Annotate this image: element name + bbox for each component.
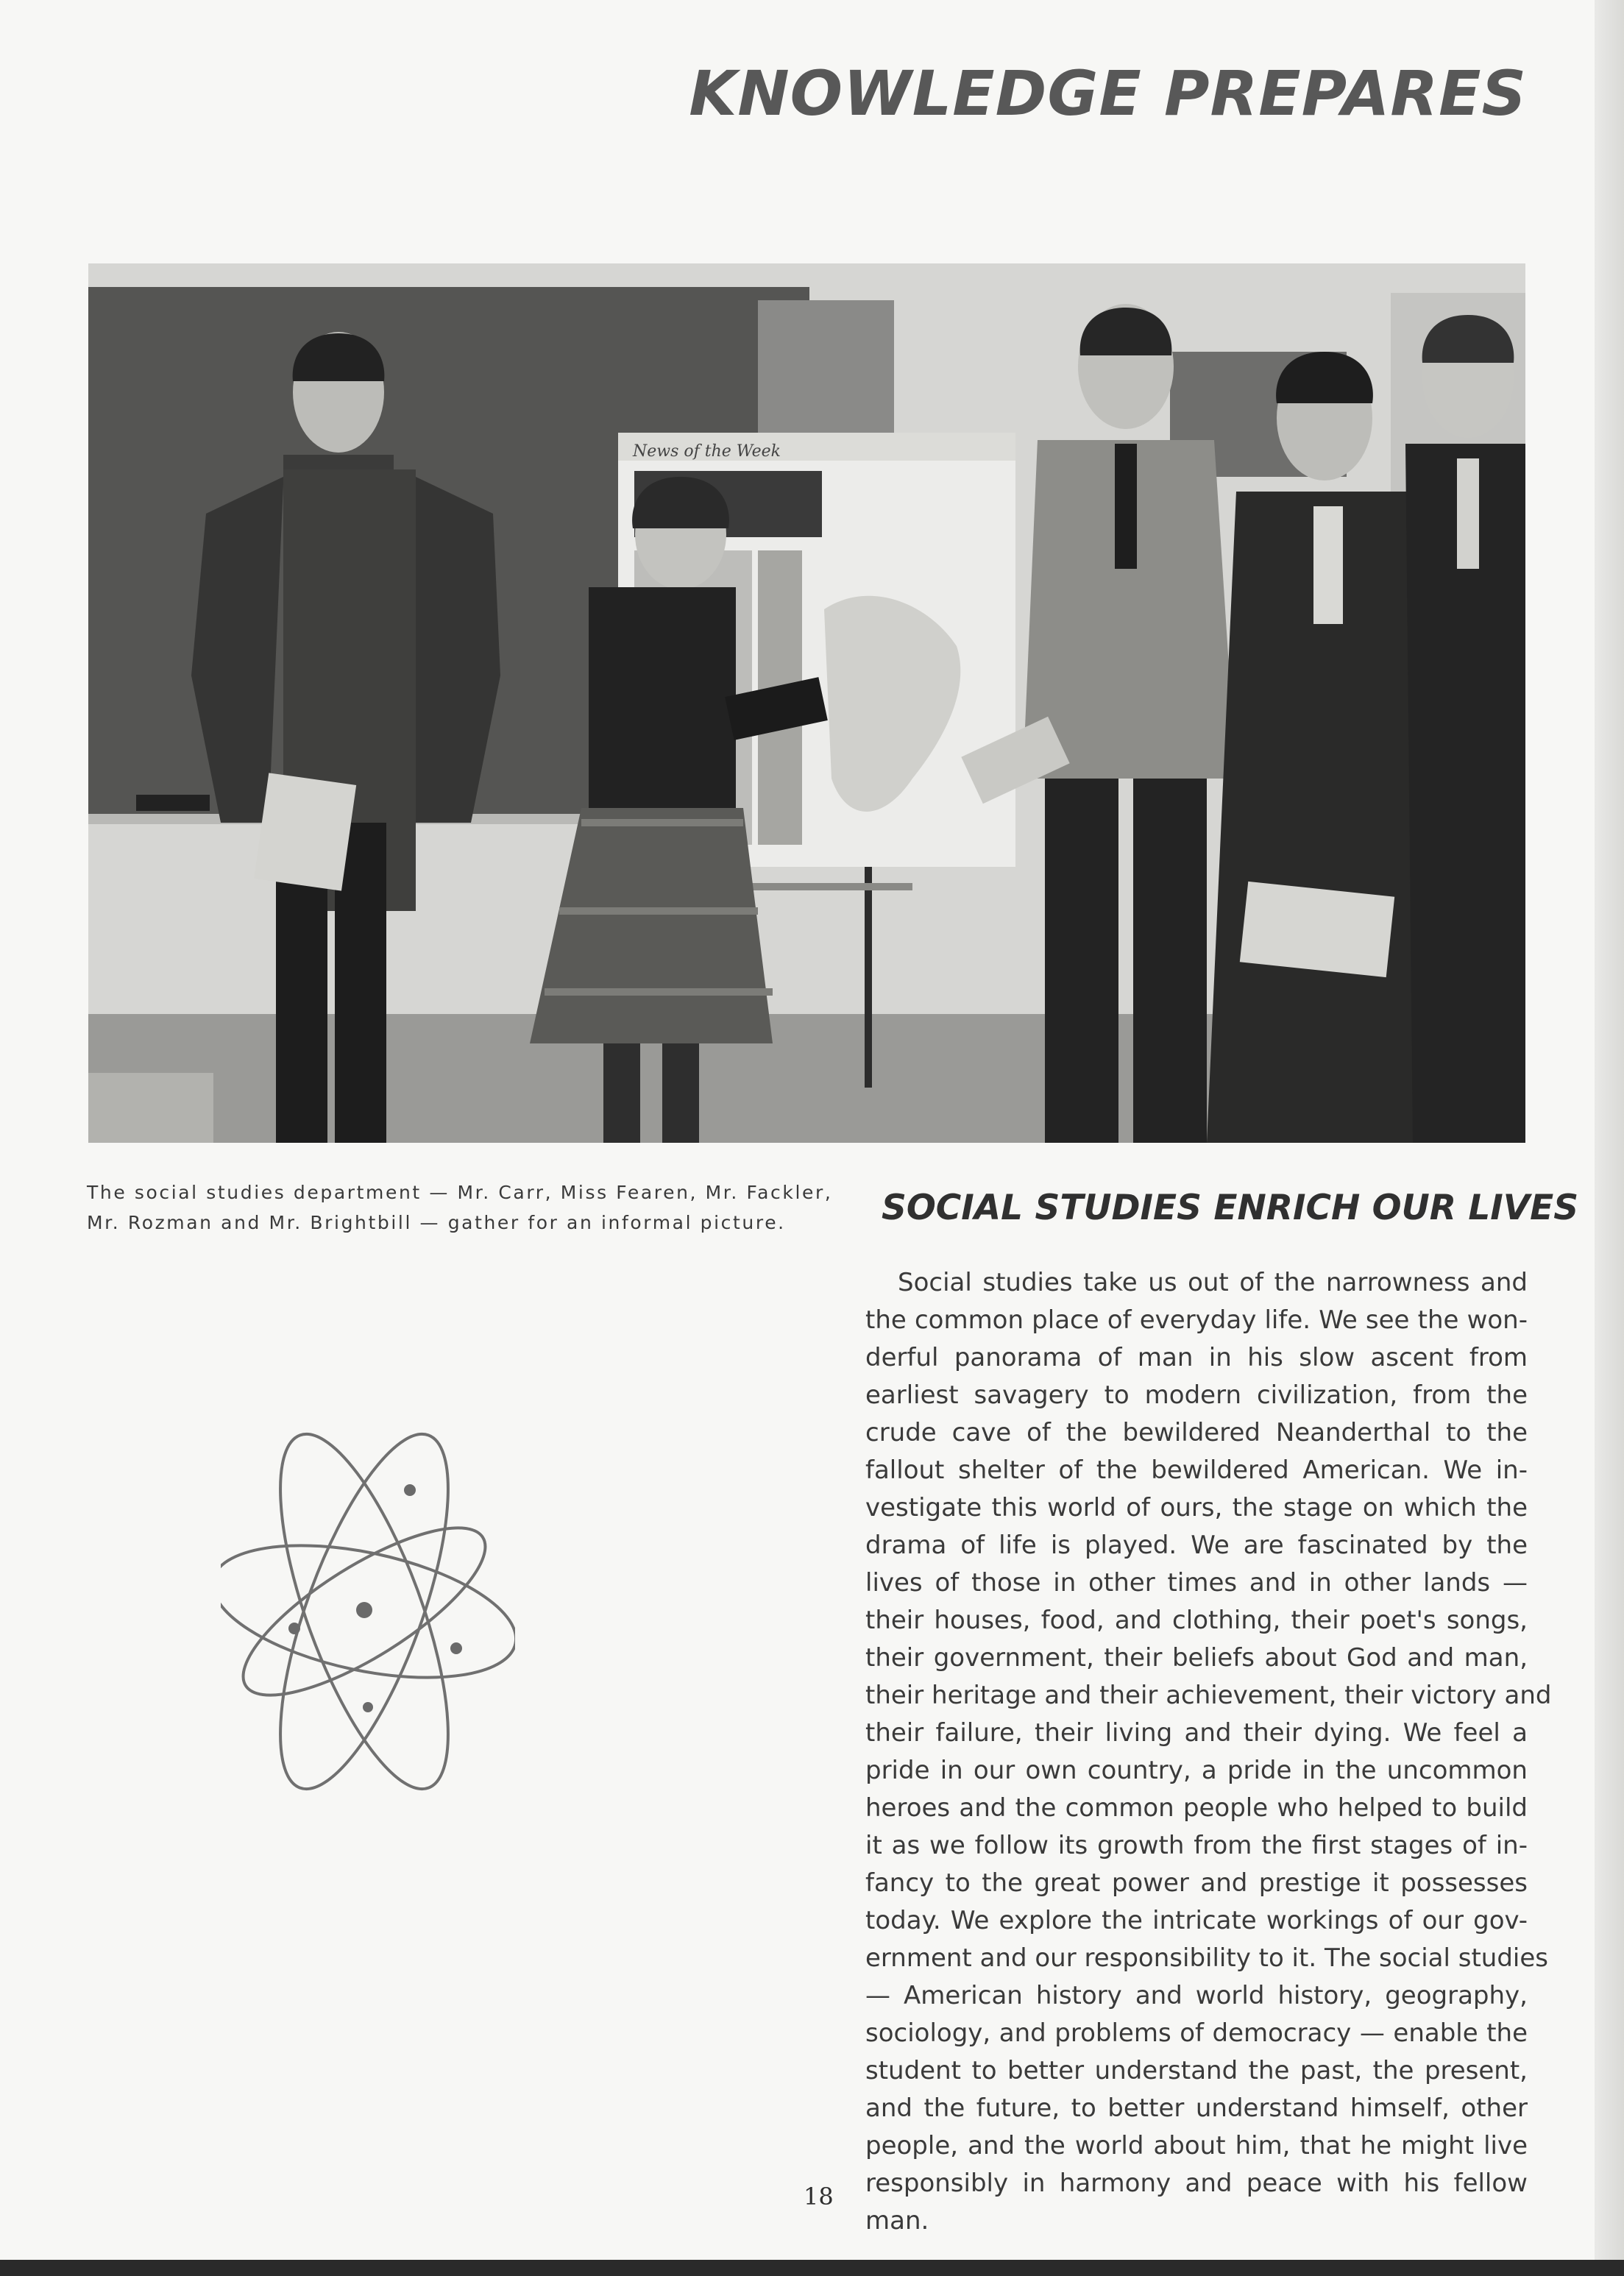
article-line: people, and the world about him, that he might live	[865, 2131, 1528, 2160]
page-number: 18	[804, 2183, 834, 2211]
article-line: crude cave of the bewildered Neanderthal to the	[865, 1418, 1528, 1447]
article-line: fancy to the great power and prestige it possesses	[865, 1868, 1528, 1898]
article-line: fallout shelter of the bewildered American. We in-	[865, 1456, 1528, 1485]
article-line: Social studies take us out of the narrowness and	[898, 1268, 1528, 1297]
article-line: their heritage and their achievement, their victory and	[865, 1681, 1552, 1710]
article-line: their failure, their living and their dying. We feel a	[865, 1718, 1528, 1748]
article-line: earliest savagery to modern civilization, from the	[865, 1380, 1528, 1410]
scan-border	[0, 2260, 1624, 2276]
article-line: ernment and our responsibility to it. The social studies	[865, 1943, 1548, 1973]
article-line: pride in our own country, a pride in the uncommon	[865, 1756, 1528, 1785]
section-heading: SOCIAL STUDIES ENRICH OUR LIVES	[882, 1188, 1579, 1228]
article-line: drama of life is played. We are fascinated by the	[865, 1531, 1528, 1560]
article-line: man.	[865, 2206, 929, 2236]
department-photo	[88, 263, 1525, 1143]
article-line: and the future, to better understand himself, other	[865, 2094, 1528, 2123]
article-line: the common place of everyday life. We see the won-	[865, 1305, 1528, 1335]
article-line: derful panorama of man in his slow ascent from	[865, 1343, 1528, 1372]
article-line: — American history and world history, geography,	[865, 1981, 1528, 2010]
caption-line: Mr. Rozman and Mr. Brightbill — gather for an informal picture.	[87, 1212, 786, 1233]
article-body	[865, 1264, 1552, 2240]
article-line: today. We explore the intricate workings of our gov-	[865, 1906, 1528, 1935]
article-line: sociology, and problems of democracy — enable the	[865, 2018, 1528, 2048]
article-line: their houses, food, and clothing, their poet's songs,	[865, 1606, 1528, 1635]
atom-icon	[221, 1413, 515, 1795]
photo-caption	[87, 1177, 837, 1238]
caption-line: The social studies department — Mr. Carr, Miss Fearen, Mr. Fackler,	[87, 1182, 833, 1203]
easel-heading: News of the Week	[633, 442, 781, 461]
article-line: responsibly in harmony and peace with his fellow	[865, 2169, 1528, 2198]
article-line: student to better understand the past, the present,	[865, 2056, 1528, 2085]
page-edge	[1595, 0, 1624, 2276]
page-headline: KNOWLEDGE PREPARES	[689, 57, 1527, 130]
article-line: it as we follow its growth from the first stages of in-	[865, 1831, 1528, 1860]
article-line: lives of those in other times and in other lands —	[865, 1568, 1528, 1598]
article-line: heroes and the common people who helped to build	[865, 1793, 1528, 1823]
article-line: vestigate this world of ours, the stage on which the	[865, 1493, 1528, 1522]
article-line: their government, their beliefs about God and man,	[865, 1643, 1528, 1673]
